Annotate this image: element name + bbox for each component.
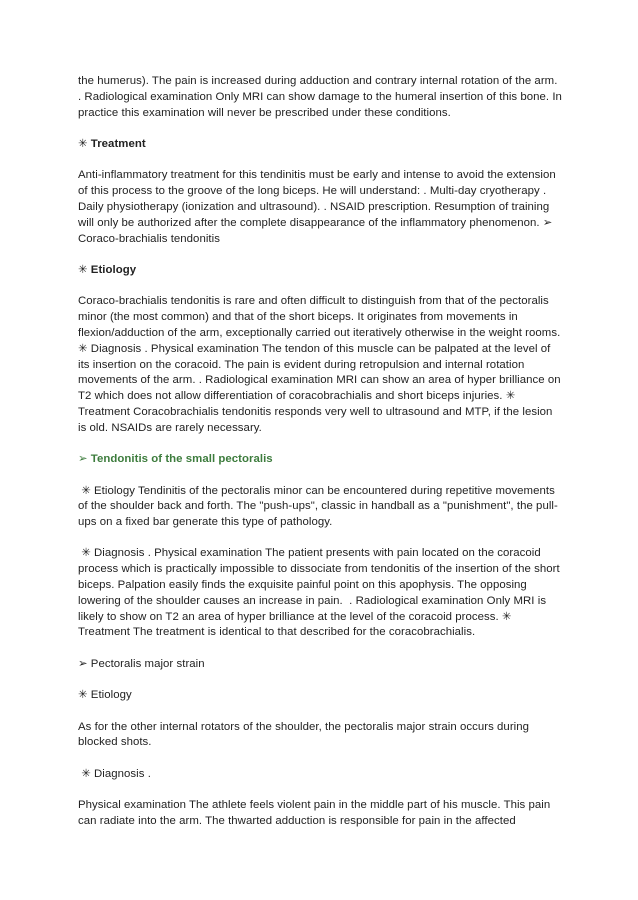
body-paragraph: As for the other internal rotators of the shoulder, the pectoralis major strain occurs during blocked shots. (78, 720, 533, 749)
body-paragraph: ✳ Diagnosis . Physical examination The patient presents with pain located on the coracoid process which is practically impossible to dissociate from tendonitis of the insertion of the short biceps. Palpation easily finds the exquisite painful point on this apophysis. The opposing lowering of the shoulder causes an increase in pain. . Radiological examination Only MRI is likely to show on T2 an area of hyper brilliance at the level of the coracoid process. ✳ Treatment The treatment is identical to that described for the coracobrachialis. (78, 547, 563, 639)
body-paragraph: ✳ Etiology Tendinitis of the pectoralis minor can be encountered during repetitive movements of the shoulder back and forth. The "push-ups", classic in handball as a "punishment", the pull-ups on a fixed bar generate this type of pathology. (78, 484, 559, 529)
body-paragraph: Physical examination The athlete feels violent pain in the middle part of his muscle. This pain can radiate into the arm. The thwarted adduction is responsible for pain in the affected (78, 799, 554, 828)
section-heading: ➢ Pectoralis major strain (78, 657, 205, 670)
body-paragraph: the humerus). The pain is increased during adduction and contrary internal rotation of the arm. . Radiological examination Only MRI can show damage to the humeral insertion of this bone. In practice this examination will never be prescribed under these conditions. (78, 75, 566, 119)
section-heading: ✳ Etiology (78, 263, 137, 276)
section-heading: ✳ Diagnosis . (78, 767, 151, 780)
section-heading: ✳ Treatment (78, 137, 146, 150)
body-paragraph: Coraco-brachialis tendonitis is rare and often difficult to distinguish from that of the pectoralis minor (the most common) and that of the short biceps. It originates from movements in flexion/adduction of the arm, exceptionally carried out iteratively otherwise in the weight rooms. ✳ Diagnosis . Physical examination The tendon of this muscle can be palpated at the level of its insertion on the coracoid. The pain is evident during retropulsion and internal rotation movements of the arm. . Radiological examination MRI can show an area of hyper brilliance on T2 which does not allow differentiation of coracobrachialis and short biceps injuries. ✳ Treatment Coracobrachialis tendonitis responds very well to ultrasound and MTP, if the lesion is old. NSAIDs are rarely necessary. (78, 295, 564, 434)
body-paragraph: Anti-inflammatory treatment for this tendinitis must be early and intense to avoid the extension of this process to the groove of the long biceps. He will understand: . Multi-day cryotherapy . Daily physiotherapy (ionization and ultrasound). . NSAID prescription. Resumption of training will only be authorized after the complete disappearance of the inflammatory phenomenon. ➢ Coraco-brachialis tendonitis (78, 169, 559, 245)
section-heading: ✳ Etiology (78, 689, 132, 702)
section-heading: ➢ Tendonitis of the small pectoralis (78, 453, 273, 466)
document-body (78, 74, 566, 830)
